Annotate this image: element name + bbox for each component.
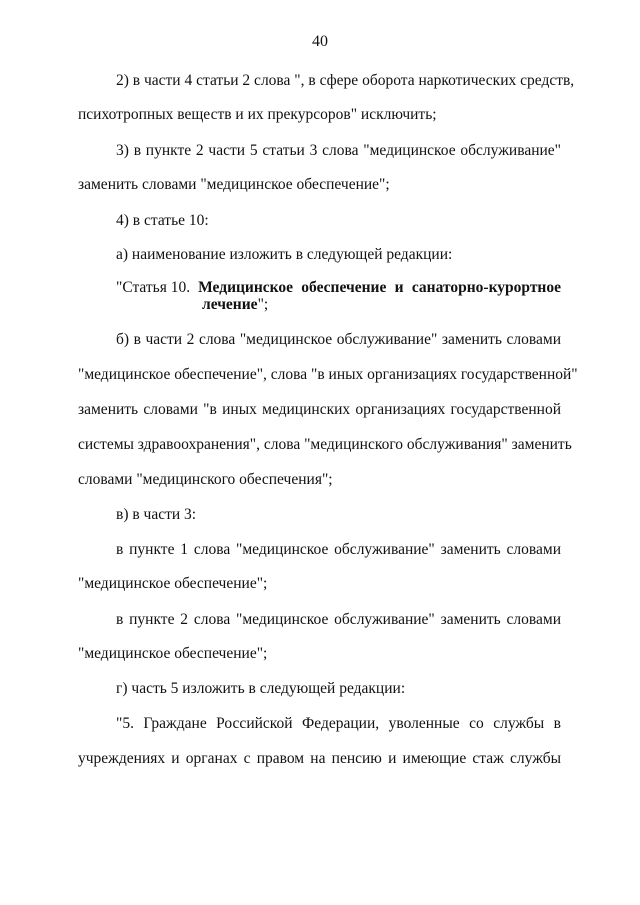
paragraph-line: учреждениях и органах с правом на пенсию и имеющие стаж службы: [78, 750, 561, 767]
paragraph-line: заменить словами "медицинское обеспечение";: [78, 176, 390, 193]
article-heading-title-line2: лечение: [202, 296, 258, 313]
paragraph-line: 2) в части 4 статьи 2 слова ", в сфере оборота наркотических средств,: [116, 72, 575, 89]
paragraph-line: системы здравоохранения", слова "медицинского обслуживания" заменить: [78, 436, 572, 453]
paragraph-line: "медицинское обеспечение", слова "в иных организациях государственной": [78, 366, 578, 383]
paragraph-line: "5. Граждане Российской Федерации, уволенные со службы в: [116, 715, 561, 732]
paragraph-line: в пункте 1 слова "медицинское обслуживание" заменить словами: [116, 541, 561, 558]
paragraph-line: "медицинское обеспечение";: [78, 575, 268, 592]
paragraph-line: а) наименование изложить в следующей редакции:: [116, 246, 453, 263]
article-heading: [116, 279, 561, 313]
paragraph-line: заменить словами "в иных медицинских организациях государственной: [78, 401, 561, 418]
paragraph-line: в пункте 2 слова "медицинское обслуживание" заменить словами: [116, 611, 561, 628]
article-heading-title-line1: Медицинское обеспечение и санаторно-курортное: [198, 279, 561, 296]
paragraph-line: 4) в статье 10:: [116, 212, 209, 229]
paragraph-line: "медицинское обеспечение";: [78, 645, 268, 662]
paragraph-line: в) в части 3:: [116, 506, 197, 523]
article-heading-prefix: "Статья 10.: [116, 279, 191, 296]
paragraph-line: б) в части 2 слова "медицинское обслуживание" заменить словами: [116, 331, 561, 348]
paragraph-line: г) часть 5 изложить в следующей редакции:: [116, 680, 406, 697]
paragraph-line: 3) в пункте 2 части 5 статьи 3 слова "медицинское обслуживание": [116, 142, 561, 159]
paragraph-line: словами "медицинского обеспечения";: [78, 471, 333, 488]
page-number: 40: [312, 33, 328, 50]
paragraph-line: психотропных веществ и их прекурсоров" исключить;: [78, 106, 437, 123]
article-heading-suffix: ";: [257, 296, 269, 313]
